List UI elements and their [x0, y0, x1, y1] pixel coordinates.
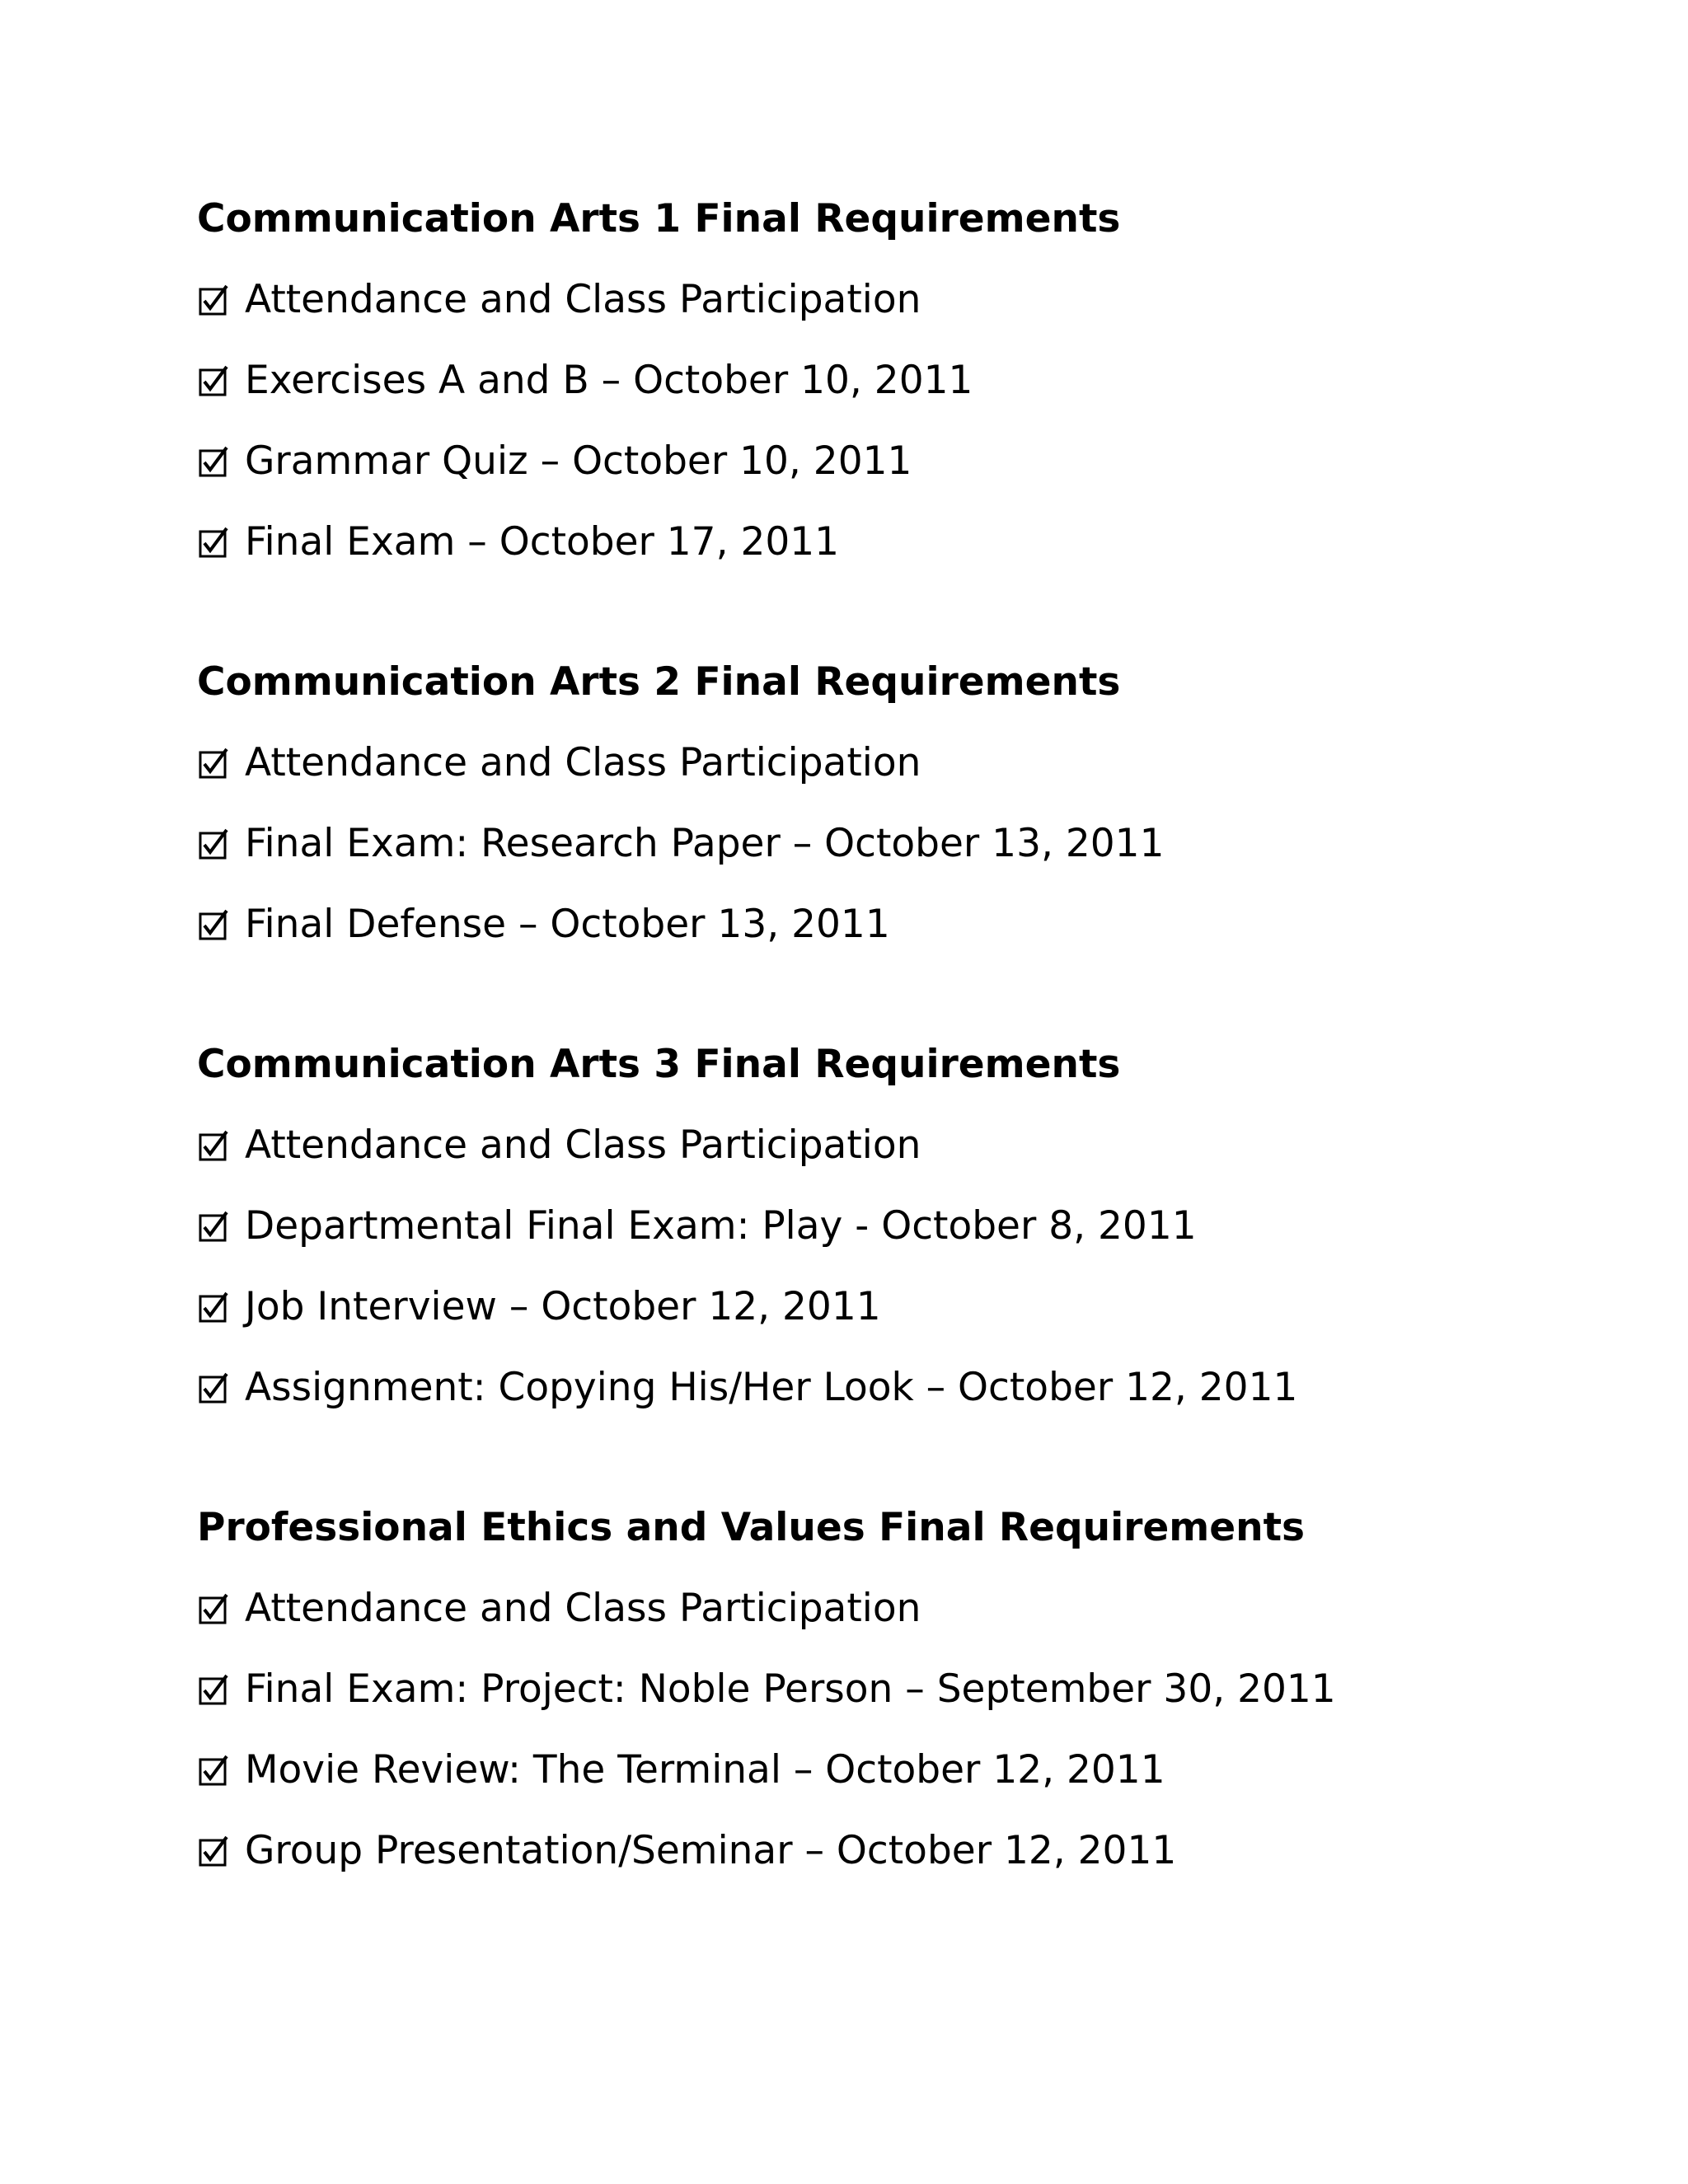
- list-item: [197, 1665, 1688, 1714]
- list-item-text: Attendance and Class Participation: [245, 1586, 921, 1631]
- list-item-text: Attendance and Class Participation: [245, 740, 921, 785]
- list-item-text: Attendance and Class Participation: [245, 1122, 921, 1168]
- checked-box-icon: [197, 738, 230, 788]
- list-item-text: Attendance and Class Participation: [245, 277, 921, 322]
- list-item: [197, 1282, 1688, 1332]
- list-item-text: Grammar Quiz – October 10, 2011: [245, 438, 912, 484]
- checked-box-icon: [197, 1282, 230, 1332]
- requirements-list: [197, 275, 1688, 567]
- requirements-list: [197, 1584, 1688, 1876]
- checked-box-icon: [197, 1202, 230, 1251]
- checked-box-icon: [197, 1665, 230, 1714]
- checked-box-icon: [197, 275, 230, 325]
- list-item-text: Job Interview – October 12, 2011: [245, 1284, 881, 1329]
- checked-box-icon: [197, 1363, 230, 1413]
- checked-box-icon: [197, 1121, 230, 1170]
- list-item-text: Departmental Final Exam: Play - October 8, 2011: [245, 1203, 1197, 1249]
- checked-box-icon: [197, 900, 230, 949]
- section-title: Communication Arts 2 Final Requirements: [197, 659, 1121, 705]
- list-item: [197, 1746, 1688, 1795]
- section-communication-arts-3: [197, 1040, 1688, 1413]
- list-item: [197, 1826, 1688, 1876]
- list-item: [197, 900, 1688, 949]
- list-item-text: Final Defense – October 13, 2011: [245, 902, 890, 947]
- list-item-text: Final Exam: Research Paper – October 13, 2011: [245, 821, 1165, 866]
- list-item: [197, 1121, 1688, 1170]
- list-item: [197, 1363, 1688, 1413]
- list-item: [197, 738, 1688, 788]
- checked-box-icon: [197, 518, 230, 567]
- list-item-text: Assignment: Copying His/Her Look – October 12, 2011: [245, 1365, 1298, 1410]
- requirements-list: [197, 738, 1688, 949]
- list-item-text: Final Exam – October 17, 2011: [245, 519, 840, 565]
- list-item-text: Group Presentation/Seminar – October 12, 2011: [245, 1828, 1177, 1873]
- requirements-list: [197, 1121, 1688, 1413]
- list-item: [197, 518, 1688, 567]
- list-item: [197, 275, 1688, 325]
- checked-box-icon: [197, 356, 230, 405]
- list-item: [197, 1202, 1688, 1251]
- section-communication-arts-1: [197, 194, 1688, 567]
- section-title: Professional Ethics and Values Final Requirements: [197, 1505, 1306, 1550]
- checked-box-icon: [197, 1584, 230, 1633]
- list-item: [197, 1584, 1688, 1633]
- checked-box-icon: [197, 819, 230, 869]
- checked-box-icon: [197, 1826, 230, 1876]
- list-item: [197, 356, 1688, 405]
- section-communication-arts-2: [197, 658, 1688, 949]
- checked-box-icon: [197, 1746, 230, 1795]
- list-item-text: Final Exam: Project: Noble Person – September 30, 2011: [245, 1666, 1336, 1712]
- list-item-text: Movie Review: The Terminal – October 12, 2011: [245, 1747, 1165, 1793]
- list-item: [197, 819, 1688, 869]
- section-title: Communication Arts 1 Final Requirements: [197, 196, 1121, 241]
- section-title: Communication Arts 3 Final Requirements: [197, 1042, 1121, 1087]
- section-professional-ethics: [197, 1503, 1688, 1876]
- list-item: [197, 437, 1688, 486]
- list-item-text: Exercises A and B – October 10, 2011: [245, 358, 973, 403]
- checked-box-icon: [197, 437, 230, 486]
